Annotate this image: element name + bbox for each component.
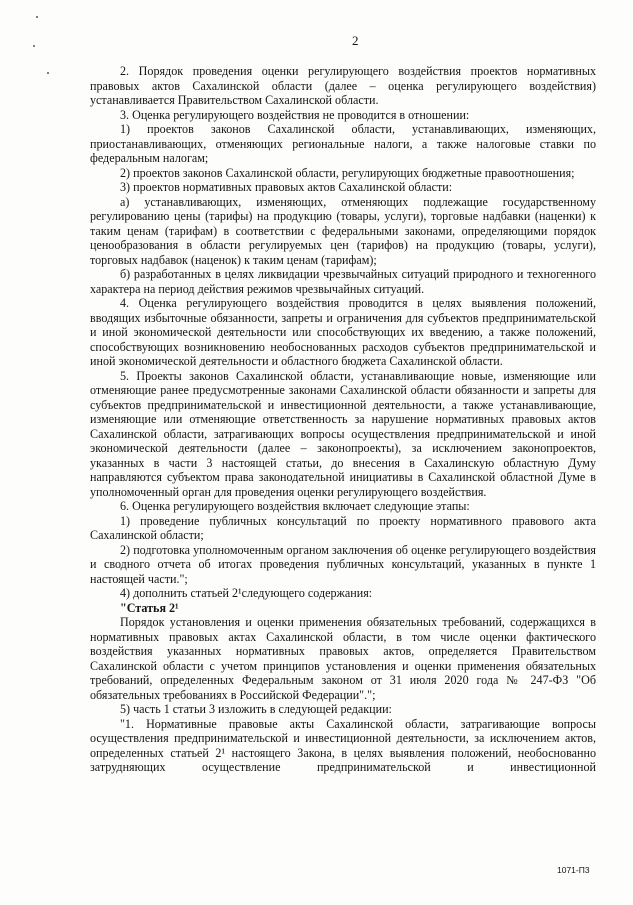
scan-speck <box>36 16 38 18</box>
paragraph: а) устанавливающих, изменяющих, отменяющих подлежащие государственному регулированию цены (тарифы) на продукцию (товары, услуги), торговые надбавки (наценки) к таким ценам (тарифам) в соответствии с федеральными законами, определяющими порядок ценообразования в области регулируемых цен (тарифов) на продукцию (товары, услуги), торговых надбавок (наценок) к таким ценам (тарифам); <box>90 194 596 267</box>
paragraph: 4) дополнить статьей 2¹следующего содержания: <box>120 586 373 600</box>
page-number: 2 <box>352 33 359 48</box>
paragraph: 2) проектов законов Сахалинской области, регулирующих бюджетные правоотношения; <box>120 165 575 180</box>
paragraph: 4. Оценка регулирующего воздействия проводится в целях выявления положений, вводящих избыточные обязанности, запреты и ограничения для субъектов предпринимательской и иной экономической деятельности или способствующих их введению, а также положений, способствующих возникновению необоснованных расходов субъектов предпринимательской и иной экономической деятельности и областного бюджета Сахалинской области. <box>90 296 596 368</box>
paragraph: Порядок установления и оценки применения обязательных требований, содержащихся в нормативных правовых актах Сахалинской области, в том числе оценки фактического воздействия указанных нормативных правовых актов, определяется Правительством Сахалинской области с учетом принципов установления и оценки применения обязательных требований, определенных Федеральным законом от 31 июля 2020 года № 247-ФЗ "Об обязательных требованиях в Российской Федерации"."; <box>90 615 596 702</box>
paragraph: 3) проектов нормативных правовых актов Сахалинской области: <box>120 180 453 194</box>
scan-speck <box>47 72 49 74</box>
document-body <box>90 64 596 775</box>
paragraph: 2. Порядок проведения оценки регулирующего воздействия проектов нормативных правовых актов Сахалинской области (далее – оценка регулирующего воздействия) устанавливается Правительством Сахалинской области. <box>90 64 596 107</box>
paragraph: 2) подготовка уполномоченным органом заключения об оценке регулирующего воздействия и сводного отчета об итогах проведения публичных консультаций, указанных в пункте 1 настоящей части."; <box>90 542 596 586</box>
paragraph: 3. Оценка регулирующего воздействия не проводится в отношении: <box>120 107 470 122</box>
paragraph: 5) часть 1 статьи 3 изложить в следующей редакции: <box>120 702 392 716</box>
paragraph: б) разработанных в целях ликвидации чрезвычайных ситуаций природного и техногенного характера на период действия режимов чрезвычайных ситуаций. <box>90 267 596 296</box>
paragraph: 1) проектов законов Сахалинской области, устанавливающих, изменяющих, приостанавливающих, отменяющих региональные налоги, а также налоговые ставки по федеральным налогам; <box>90 122 596 165</box>
document-code: 1071-П3 <box>557 865 590 875</box>
paragraph: 5. Проекты законов Сахалинской области, устанавливающие новые, изменяющие или отменяющие ранее предусмотренные законами Сахалинской области обязанности и запреты для субъектов предпринимательской и инвестиционной деятельности, а также устанавливающие, изменяющие или отменяющие ответственность за нарушение нормативных правовых актов Сахалинской области, затрагивающих вопросы осуществления предпринимательской и иной экономической деятельности (далее – законопроекты), за исключением законопроектов, указанных в части 3 настоящей статьи, до внесения в Сахалинскую областную Думу направляются субъектом права законодательной инициативы в Сахалинской областной Думе в уполномоченный орган для проведения оценки регулирующего воздействия. <box>90 368 596 499</box>
scan-speck <box>33 45 35 47</box>
article-heading: "Статья 2¹ <box>120 600 179 615</box>
paragraph: 1) проведение публичных консультаций по проекту нормативного правового акта Сахалинской области; <box>90 513 596 542</box>
paragraph: 6. Оценка регулирующего воздействия включает следующие этапы: <box>120 499 470 513</box>
paragraph: "1. Нормативные правовые акты Сахалинской области, затрагивающие вопросы осуществления предпринимательской и инвестиционной деятельности, за исключением актов, определенных статьей 2¹ настоящего Закона, в целях выявления положений, необоснованно затрудняющих осуществление предпринимательской и инвестиционной <box>90 716 596 774</box>
